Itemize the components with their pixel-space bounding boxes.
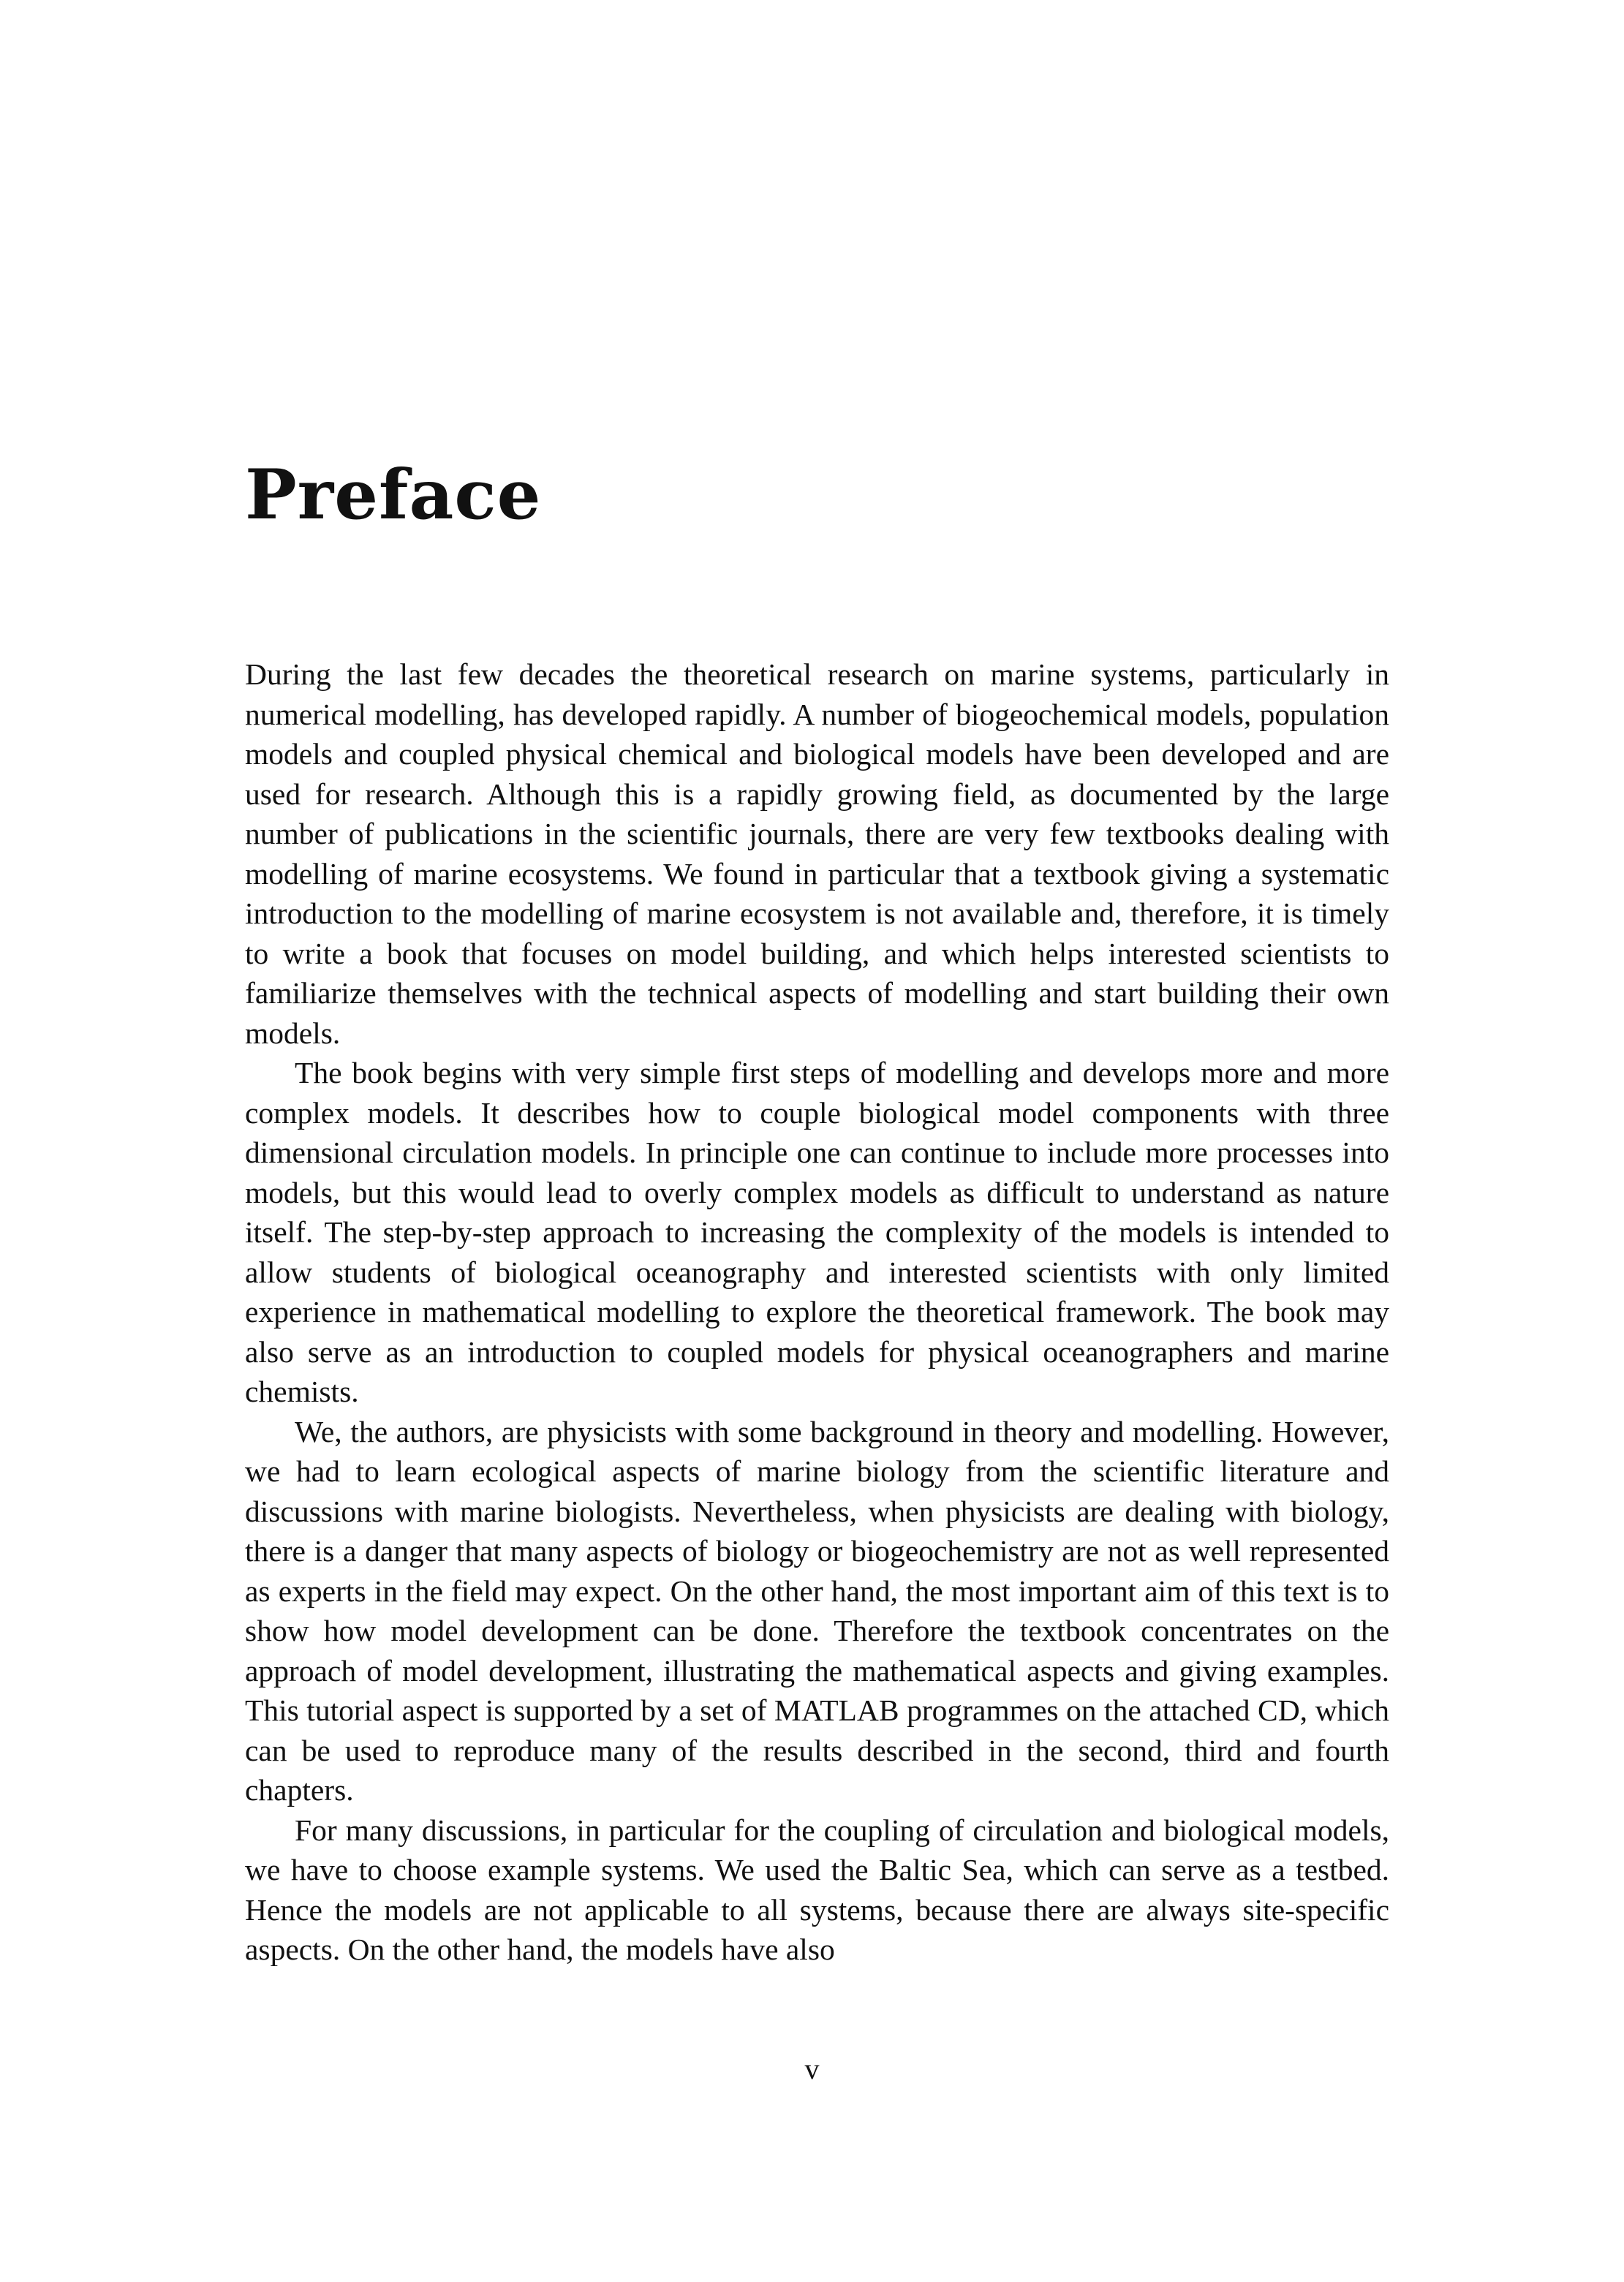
- paragraph-2: The book begins with very simple first steps of modelling and develops more and more complex models. It describes how to couple biological model components with three dimensional circulation models. In principle one can continue to include more processes into models, but this would lead to overly complex models as difficult to understand as nature itself. The step-by-step approach to increasing the complexity of the models is intended to allow students of biological oceanography and interested scientists with only limited experience in mathematical modelling to explore the theoretical framework. The book may also serve as an introduction to coupled models for physical oceanographers and marine chemists.: [245, 1056, 1389, 1408]
- chapter-title: Preface: [245, 455, 542, 535]
- paragraph-3: We, the authors, are physicists with some background in theory and modelling. However, we had to learn ecological aspects of marine biology from the scientific literature and discussions with marine biologists. Nevertheless, when physicists are dealing with biology, there is a danger that many aspects of biology or biogeochemistry are not as well represented as experts in the field may expect. On the other hand, the most important aim of this text is to show how model development can be done. Therefore the textbook concentrates on the approach of model development, illustrating the mathematical aspects and giving examples. This tutorial aspect is supported by a set of MATLAB programmes on the attached CD, which can be used to reproduce many of the results described in the second, third and fourth chapters.: [245, 1414, 1389, 1807]
- preface-body: [245, 654, 1389, 1970]
- paragraph-1: During the last few decades the theoretical research on marine systems, particularly in numerical modelling, has developed rapidly. A number of biogeochemical models, population models and coupled physical chemical and biological models have been developed and are used for research. Although this is a rapidly growing field, as documented by the large number of publications in the scientific journals, there are very few textbooks dealing with modelling of marine ecosystems. We found in particular that a textbook giving a systematic introduction to the modelling of marine ecosystem is not available and, therefore, it is timely to write a book that focuses on model building, and which helps interested scientists to familiarize themselves with the technical aspects of modelling and start building their own models.: [245, 657, 1389, 1050]
- paragraph-4: For many discussions, in particular for the coupling of circulation and biological models, we have to choose example systems. We used the Baltic Sea, which can serve as a testbed. Hence the models are not applicable to all systems, because there are always site-specific aspects. On the other hand, the models have also: [245, 1813, 1389, 1966]
- page-number: v: [804, 2052, 820, 2085]
